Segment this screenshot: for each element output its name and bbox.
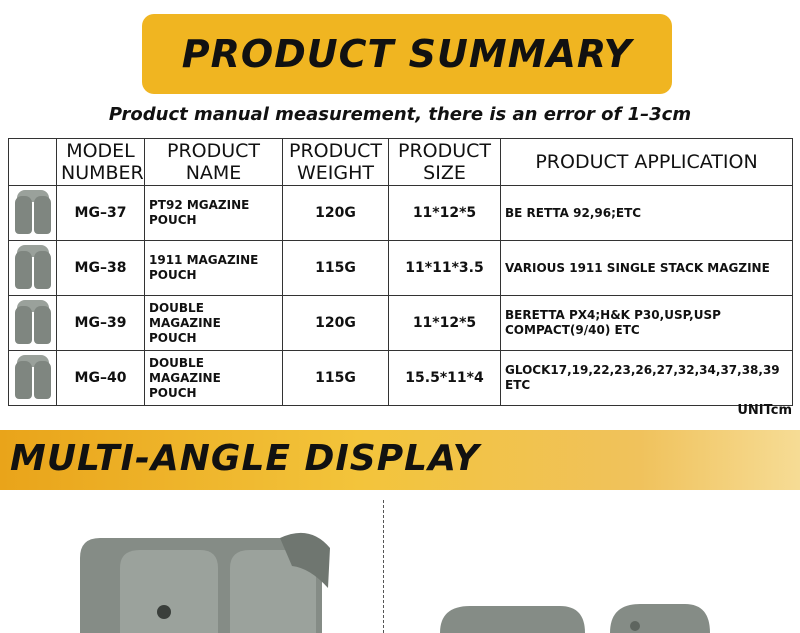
table-row — [9, 296, 793, 351]
unit-label: UNITcm — [737, 403, 792, 418]
product-spec-table — [8, 138, 793, 406]
product-thumbnail — [9, 241, 57, 296]
size-cell: 11*12*5 — [389, 296, 501, 351]
weight-cell: 120G — [283, 296, 389, 351]
size-cell: 11*11*3.5 — [389, 241, 501, 296]
header-image-cell — [9, 139, 57, 186]
pouch-photo-top — [420, 598, 720, 633]
product-summary-title: PRODUCT SUMMARY — [181, 32, 633, 76]
name-cell: DOUBLE MAGAZINE POUCH — [145, 351, 283, 406]
name-cell: 1911 MAGAZINE POUCH — [145, 241, 283, 296]
weight-cell: 115G — [283, 241, 389, 296]
weight-cell: 115G — [283, 351, 389, 406]
application-cell: BERETTA PX4;H&K P30,USP,USP COMPACT(9/40) ETC — [501, 296, 793, 351]
name-cell: PT92 MGAZINE POUCH — [145, 186, 283, 241]
multi-angle-banner — [0, 430, 800, 490]
header-model-number: MODEL NUMBER — [57, 139, 145, 186]
model-cell: MG–39 — [57, 296, 145, 351]
product-summary-banner — [142, 14, 672, 94]
table-header-row — [9, 139, 793, 186]
weight-cell: 120G — [283, 186, 389, 241]
header-product-weight: PRODUCT WEIGHT — [283, 139, 389, 186]
application-cell: BE RETTA 92,96;ETC — [501, 186, 793, 241]
measurement-note: Product manual measurement, there is an error of 1–3cm — [108, 104, 692, 125]
model-cell: MG–38 — [57, 241, 145, 296]
application-cell: VARIOUS 1911 SINGLE STACK MAGZINE — [501, 241, 793, 296]
size-cell: 15.5*11*4 — [389, 351, 501, 406]
table-row — [9, 186, 793, 241]
table-row — [9, 351, 793, 406]
header-product-size: PRODUCT SIZE — [389, 139, 501, 186]
application-cell: GLOCK17,19,22,23,26,27,32,34,37,38,39 ETC — [501, 351, 793, 406]
name-cell: DOUBLE MAGAZINE POUCH — [145, 296, 283, 351]
pouch-photo-front — [60, 528, 340, 633]
photo-divider — [383, 500, 384, 633]
header-product-name: PRODUCT NAME — [145, 139, 283, 186]
model-cell: MG–40 — [57, 351, 145, 406]
product-thumbnail — [9, 296, 57, 351]
product-thumbnail — [9, 186, 57, 241]
table-row — [9, 241, 793, 296]
product-thumbnail — [9, 351, 57, 406]
model-cell: MG–37 — [57, 186, 145, 241]
size-cell: 11*12*5 — [389, 186, 501, 241]
header-product-application: PRODUCT APPLICATION — [501, 139, 793, 186]
multi-angle-title: MULTI-ANGLE DISPLAY — [10, 438, 480, 479]
